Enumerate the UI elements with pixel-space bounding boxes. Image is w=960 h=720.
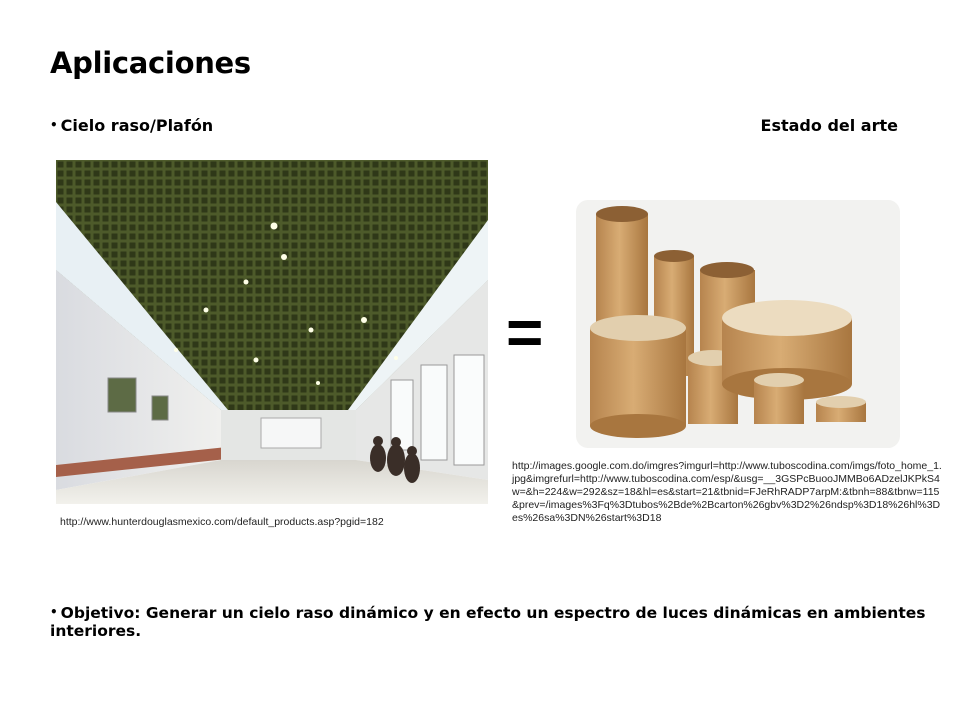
bullet-objective-text: Objetivo: Generar un cielo raso dinámico y en efecto un espectro de luces dinámicas en ambientes interiores. <box>50 604 926 640</box>
bullet-ceiling-text: Cielo raso/Plafón <box>60 116 214 135</box>
state-of-art-heading: Estado del arte <box>760 116 898 135</box>
bullet-dot: • <box>50 118 58 132</box>
slide-title: Aplicaciones <box>50 46 251 80</box>
ceiling-image-caption[interactable]: http://www.hunterdouglasmexico.com/default_products.asp?pgid=182 <box>60 516 384 528</box>
bullet-dot: • <box>50 605 58 619</box>
cardboard-tubes-photo <box>576 200 900 448</box>
bullet-ceiling <box>50 116 213 135</box>
tubes-image-caption[interactable]: http://images.google.com.do/imgres?imgurl=http://www.tuboscodina.com/imgs/foto_home_1.jpg&imgrefurl=http://www.tuboscodina.com/esp/&usg=__3GSPcBuooJMMBo6ADzelJKPkS4w=&h=224&w=292&sz=18&hl=es&start=21&tbnid=FJeRhRADP7arpM:&tbnh=88&tbnw=115&prev=/images%3Fq%3Dtubos%2Bde%2Bcarton%26gbv%3D2%26ndsp%3D18%26hl%3Des%26sa%3DN%26start%3D18 <box>512 460 942 524</box>
ceiling-grid-photo <box>56 160 488 504</box>
equals-sign: = <box>506 296 544 368</box>
bullet-objective <box>50 604 960 640</box>
